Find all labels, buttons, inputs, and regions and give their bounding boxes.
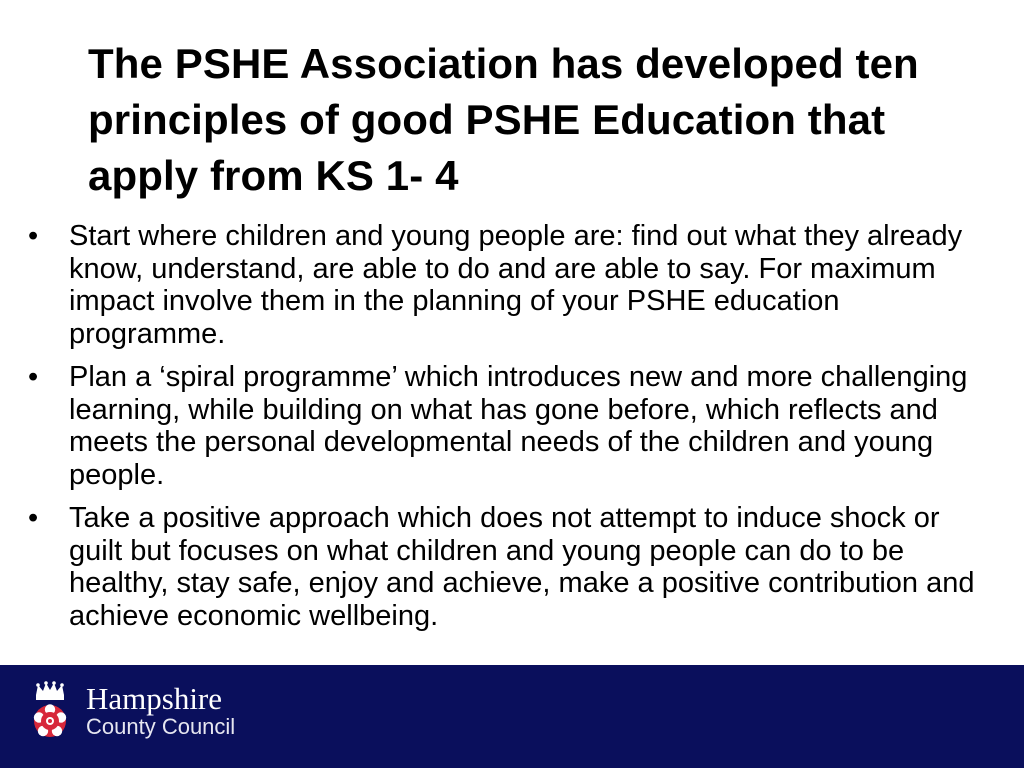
footer-bar bbox=[0, 665, 1024, 768]
bullet-item bbox=[28, 220, 988, 350]
bullet-marker: • bbox=[28, 502, 39, 534]
logo-name: Hampshire bbox=[86, 680, 223, 716]
bullet-marker: • bbox=[28, 361, 39, 393]
slide-title: The PSHE Association has developed ten principles of good PSHE Education that apply from KS 1- 4 bbox=[88, 40, 919, 199]
crown-rose-crest-icon bbox=[26, 681, 74, 741]
bullet-text: Start where children and young people are: find out what they already know, understand, are able to do and are able to say. For maximum impact involve them in the planning of your PSHE education programme. bbox=[69, 220, 963, 350]
logo-subtitle: County Council bbox=[86, 713, 236, 739]
bullet-list bbox=[28, 220, 988, 643]
hampshire-county-council-logo bbox=[26, 681, 235, 741]
bullet-text: Take a positive approach which does not attempt to induce shock or guilt but focuses on what children and young people can do to be healthy, stay safe, enjoy and achieve, make a positive contribution and achieve economic wellbeing. bbox=[69, 502, 975, 632]
bullet-text: Plan a ‘spiral programme’ which introduces new and more challenging learning, while building on what has gone before, which reflects and meets the personal developmental needs of the children and young people. bbox=[69, 361, 968, 491]
bullet-marker: • bbox=[28, 220, 39, 252]
bullet-item bbox=[28, 361, 988, 491]
bullet-item bbox=[28, 502, 988, 632]
